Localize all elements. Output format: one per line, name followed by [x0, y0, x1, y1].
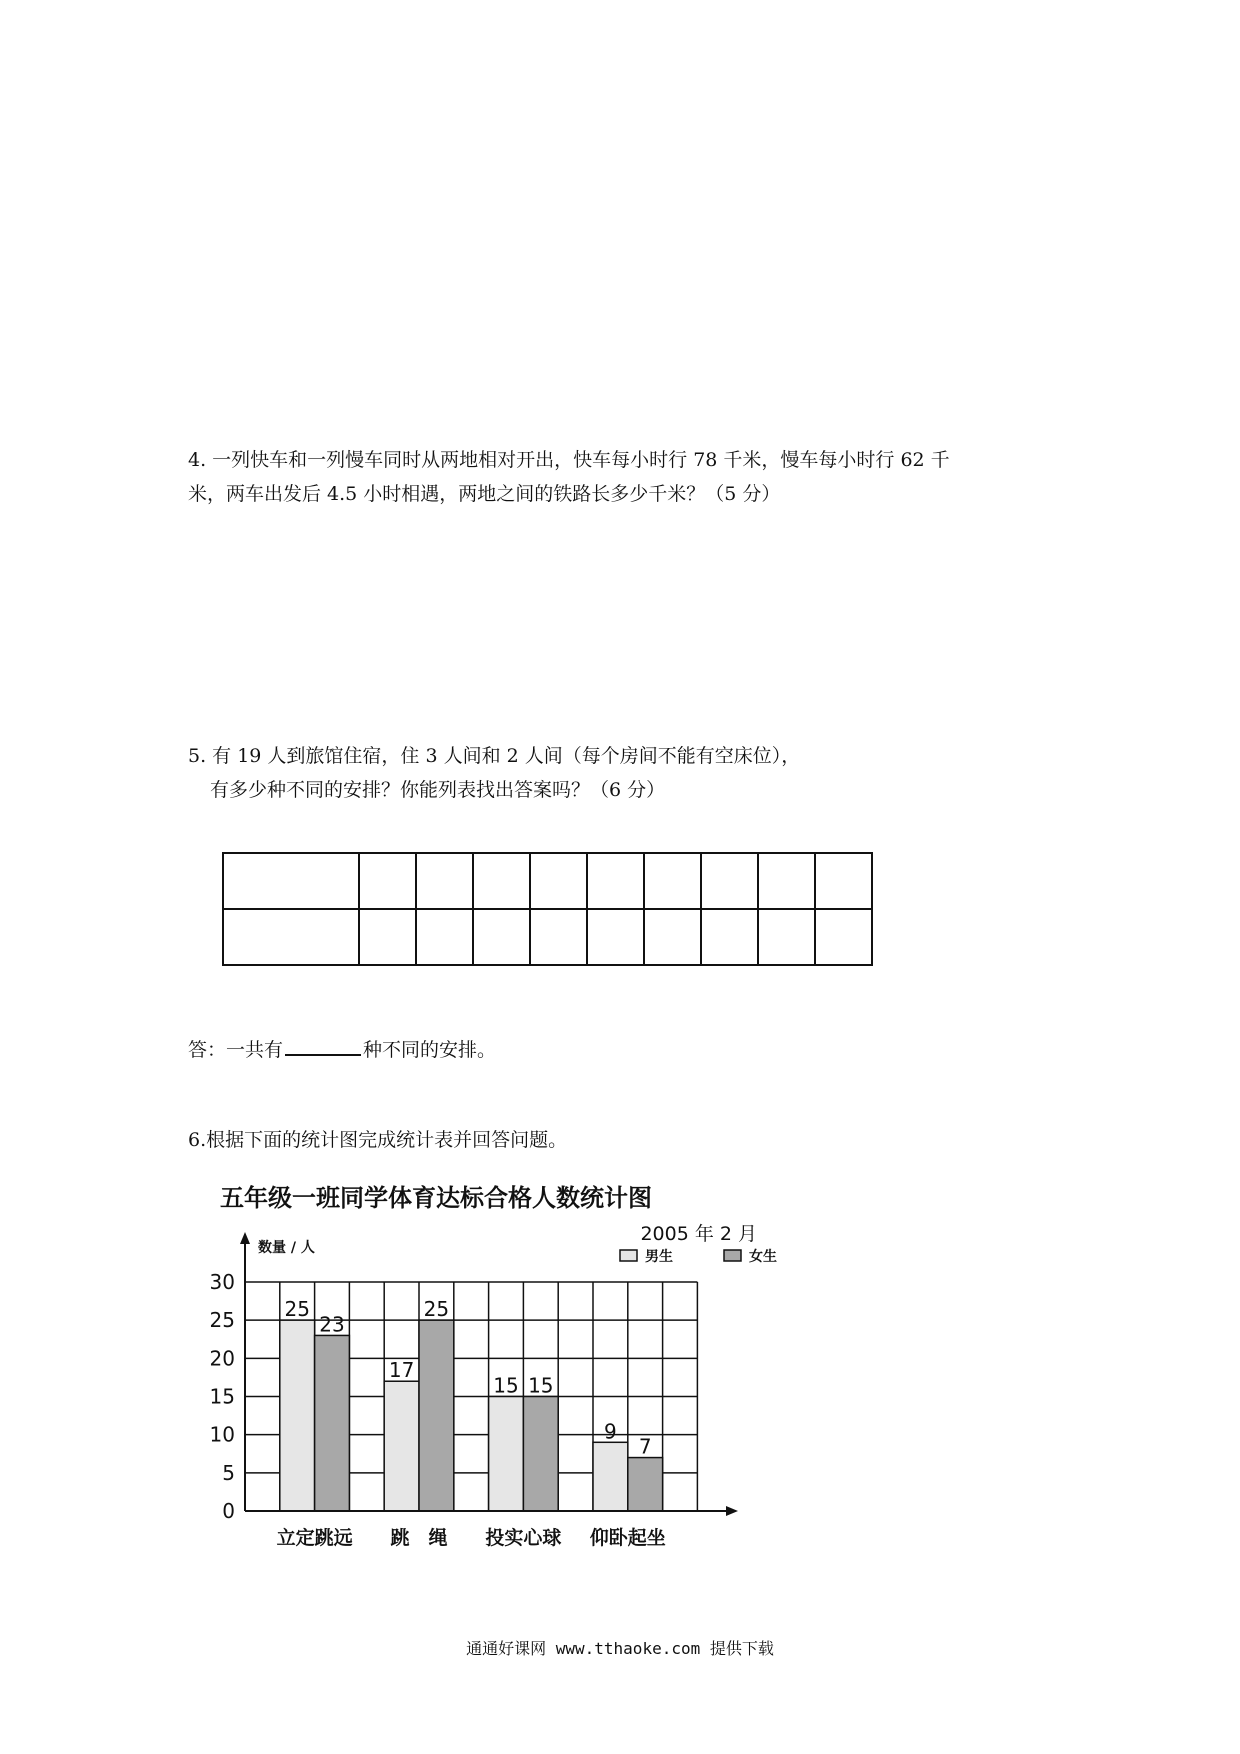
y-tick-label: 0 [222, 1499, 235, 1523]
footer-text: 通通好课网 www.tthaoke.com 提供下载 [466, 1639, 774, 1658]
y-tick-label: 5 [222, 1460, 235, 1485]
bar [628, 1458, 663, 1511]
legend-label-girls: 女生 [749, 1249, 777, 1265]
question-6-text: 6.根据下面的统计图完成统计表并回答问题。 [188, 1129, 568, 1151]
data-label: 9 [604, 1419, 617, 1444]
data-label: 25 [284, 1297, 310, 1322]
y-tick-label: 10 [209, 1422, 235, 1447]
y-tick-label: 30 [209, 1270, 235, 1294]
chart-date: 2005 年 2 月 [640, 1223, 757, 1245]
answer-prefix: 答：一共有 [188, 1039, 284, 1061]
data-label: 23 [319, 1312, 345, 1337]
question-4-line-1: 4. 一列快车和一列慢车同时从两地相对开出，快车每小时行 78 千米，慢车每小时行 62 千 [188, 449, 950, 471]
bar [280, 1320, 315, 1511]
chart-title: 五年级一班同学体育达标合格人数统计图 [220, 1184, 652, 1212]
bar [489, 1397, 524, 1512]
question-5-line-1: 5. 有 19 人到旅馆住宿，住 3 人间和 2 人间（每个房间不能有空床位）， [188, 745, 801, 767]
y-axis-label: 数量 / 人 [258, 1240, 315, 1256]
x-axis-arrow [726, 1506, 738, 1516]
data-label: 17 [388, 1358, 415, 1383]
legend-swatch-girls [724, 1250, 741, 1261]
question-4-line-2: 米，两车出发后 4.5 小时相遇，两地之间的铁路长多少千米？（5 分） [188, 483, 781, 505]
y-tick-label: 15 [209, 1384, 235, 1409]
answer-suffix: 种不同的安排。 [363, 1039, 497, 1061]
data-label: 7 [638, 1434, 652, 1459]
y-axis-arrow [240, 1232, 250, 1244]
data-label: 15 [528, 1373, 554, 1398]
x-tick-label: 投实心球 [485, 1527, 562, 1549]
y-tick-label: 20 [209, 1346, 235, 1371]
data-label: 25 [423, 1297, 450, 1322]
bar [593, 1442, 628, 1511]
x-tick-label: 仰卧起坐 [589, 1527, 666, 1549]
data-label: 15 [493, 1373, 519, 1398]
bar [315, 1335, 350, 1511]
x-tick-label: 跳 绳 [390, 1527, 448, 1549]
bar [523, 1397, 558, 1512]
bar [384, 1381, 419, 1511]
x-tick-label: 立定跳远 [276, 1527, 353, 1549]
legend-label-boys: 男生 [645, 1249, 673, 1265]
bar [419, 1320, 454, 1511]
legend-swatch-boys [620, 1250, 637, 1261]
y-tick-label: 25 [209, 1308, 235, 1333]
question-5-line-2: 有多少种不同的安排？你能列表找出答案吗？（6 分） [210, 779, 666, 801]
